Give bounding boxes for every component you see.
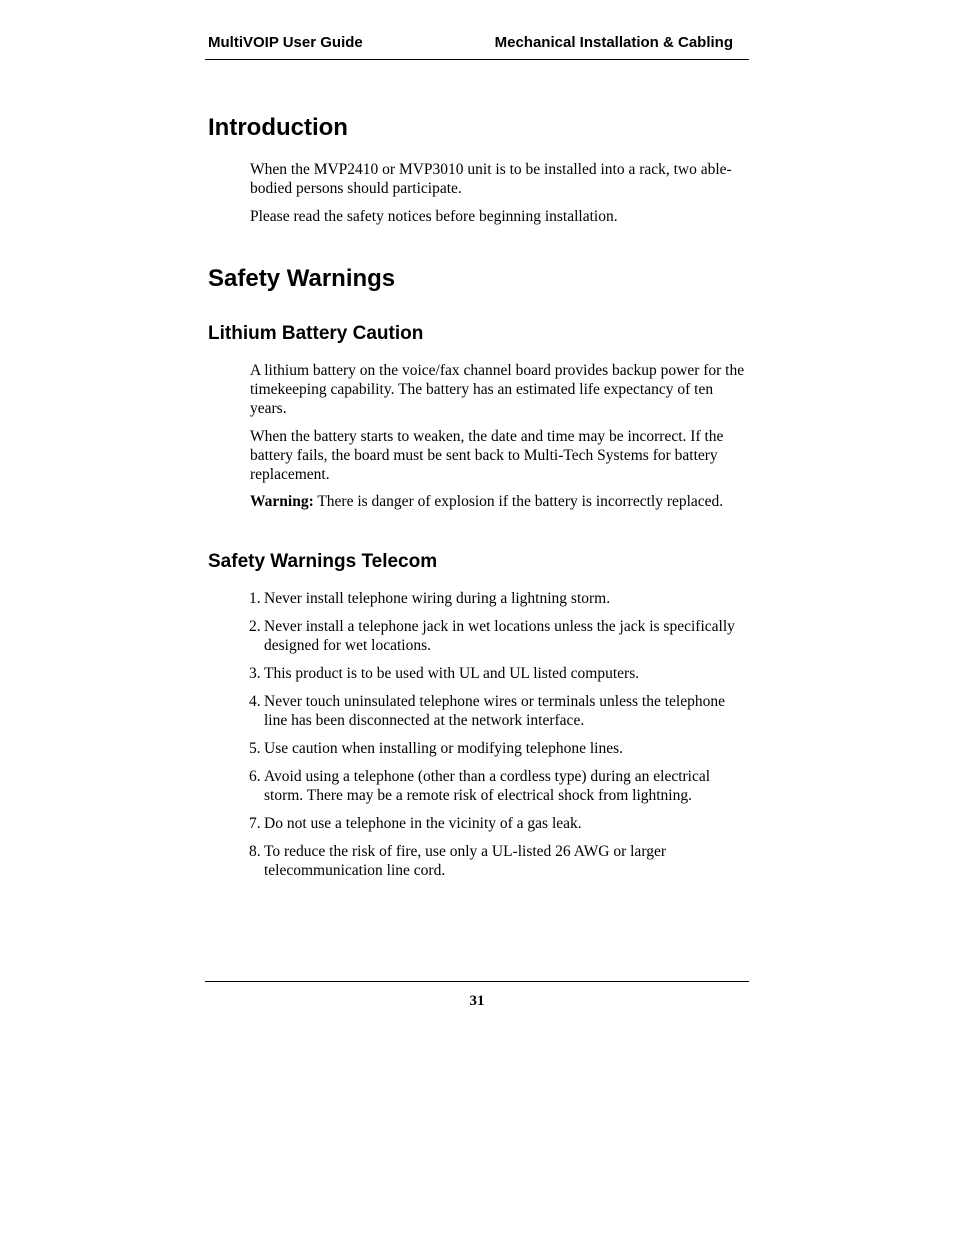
list-item-number: 4. (249, 693, 261, 710)
list-item-number: 1. (249, 590, 261, 607)
list-item (249, 739, 749, 758)
warning-text: There is danger of explosion if the battery is incorrectly replaced. (313, 493, 724, 510)
list-item (249, 767, 749, 805)
list-item-text: This product is to be used with UL and UL listed computers. (264, 665, 640, 682)
header-doc-title: MultiVOIP User Guide (208, 34, 363, 51)
list-item (249, 842, 749, 880)
list-item-number: 5. (249, 740, 261, 757)
lithium-paragraph-2: When the battery starts to weaken, the date and time may be incorrect. If the battery fails, the board must be sent back to Multi-Tech Systems for battery replacement. (250, 428, 724, 483)
page-header (205, 32, 749, 60)
heading-safety-warnings: Safety Warnings (208, 265, 396, 292)
heading-safety-warnings-telecom: Safety Warnings Telecom (208, 551, 438, 572)
list-item-number: 6. (249, 768, 261, 785)
list-item-text: To reduce the risk of fire, use only a UL-listed 26 AWG or larger telecommunication line cord. (264, 843, 666, 879)
list-item (249, 617, 749, 655)
list-item-text: Never install telephone wiring during a lightning storm. (264, 590, 611, 607)
list-item-number: 8. (249, 843, 261, 860)
list-item-number: 2. (249, 618, 261, 635)
warning-label: Warning: (250, 493, 314, 510)
page-number: 31 (469, 993, 485, 1009)
heading-lithium-battery-caution: Lithium Battery Caution (208, 323, 424, 344)
lithium-warning (250, 492, 750, 511)
intro-paragraph-2: Please read the safety notices before beginning installation. (250, 208, 618, 225)
list-item-number: 3. (249, 665, 261, 682)
list-item-number: 7. (249, 815, 261, 832)
list-item-text: Use caution when installing or modifying telephone lines. (264, 740, 624, 757)
header-section-title: Mechanical Installation & Cabling (494, 34, 733, 51)
heading-introduction: Introduction (208, 114, 348, 141)
intro-paragraph-1: When the MVP2410 or MVP3010 unit is to be installed into a rack, two able-bodied persons should participate. (250, 161, 732, 197)
list-item (249, 814, 749, 833)
list-item-text: Never install a telephone jack in wet locations unless the jack is specifically designed for wet locations. (264, 618, 735, 654)
list-item-text: Never touch uninsulated telephone wires or terminals unless the telephone line has been disconnected at the network interface. (264, 693, 725, 729)
list-item (249, 692, 749, 730)
page-footer (205, 981, 749, 1010)
list-item-text: Do not use a telephone in the vicinity of a gas leak. (264, 815, 582, 832)
list-item (249, 589, 749, 608)
telecom-warnings-list (249, 589, 749, 889)
list-item-text: Avoid using a telephone (other than a cordless type) during an electrical storm. There may be a remote risk of electrical shock from lightning. (264, 768, 711, 804)
list-item (249, 664, 749, 683)
lithium-paragraph-1: A lithium battery on the voice/fax channel board provides backup power for the timekeeping capability. The battery has an estimated life expectancy of ten years. (250, 362, 745, 417)
